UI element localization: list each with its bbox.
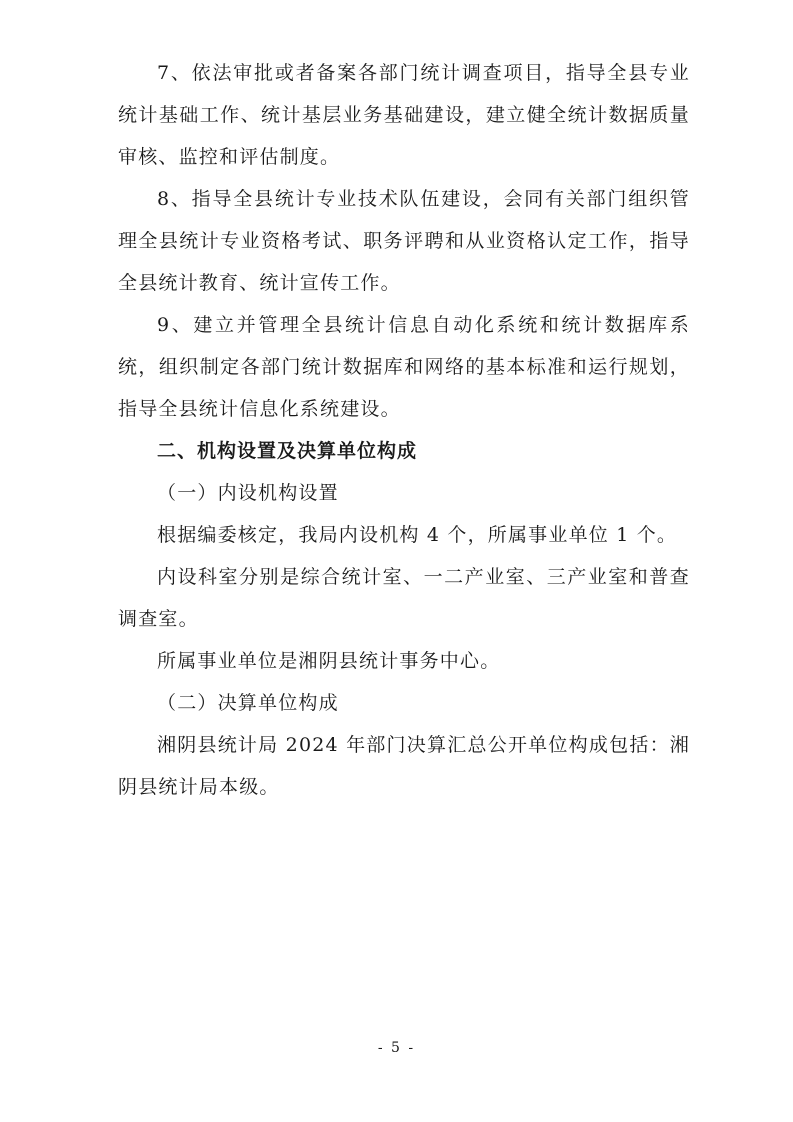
paragraph-budget-units: 湘阴县统计局 2024 年部门决算汇总公开单位构成包括：湘阴县统计局本级。 <box>118 734 690 798</box>
subsection-heading-internal-structure: （一）内设机构设置 <box>157 482 339 504</box>
paragraph-internal-offices: 内设科室分别是综合统计室、一二产业室、三产业室和普查调查室。 <box>118 566 690 630</box>
page-number: - 5 - <box>377 1040 416 1056</box>
section-heading: 二、机构设置及决算单位构成 <box>157 440 418 462</box>
paragraph-item-9: 9、建立并管理全县统计信息自动化系统和统计数据库系统，组织制定各部门统计数据库和网络的基本标准和运行规划，指导全县统计信息化系统建设。 <box>118 314 690 420</box>
paragraph-item-7: 7、依法审批或者备案各部门统计调查项目，指导全县专业统计基础工作、统计基层业务基础建设，建立健全统计数据质量审核、监控和评估制度。 <box>118 62 690 168</box>
paragraph-internal-count: 根据编委核定，我局内设机构 4 个，所属事业单位 1 个。 <box>157 524 678 546</box>
document-body <box>118 52 690 808</box>
paragraph-affiliated-unit: 所属事业单位是湘阴县统计事务中心。 <box>157 650 501 672</box>
subsection-heading-budget-units: （二）决算单位构成 <box>157 692 339 714</box>
paragraph-item-8: 8、指导全县统计专业技术队伍建设，会同有关部门组织管理全县统计专业资格考试、职务评聘和从业资格认定工作，指导全县统计教育、统计宣传工作。 <box>118 188 690 294</box>
